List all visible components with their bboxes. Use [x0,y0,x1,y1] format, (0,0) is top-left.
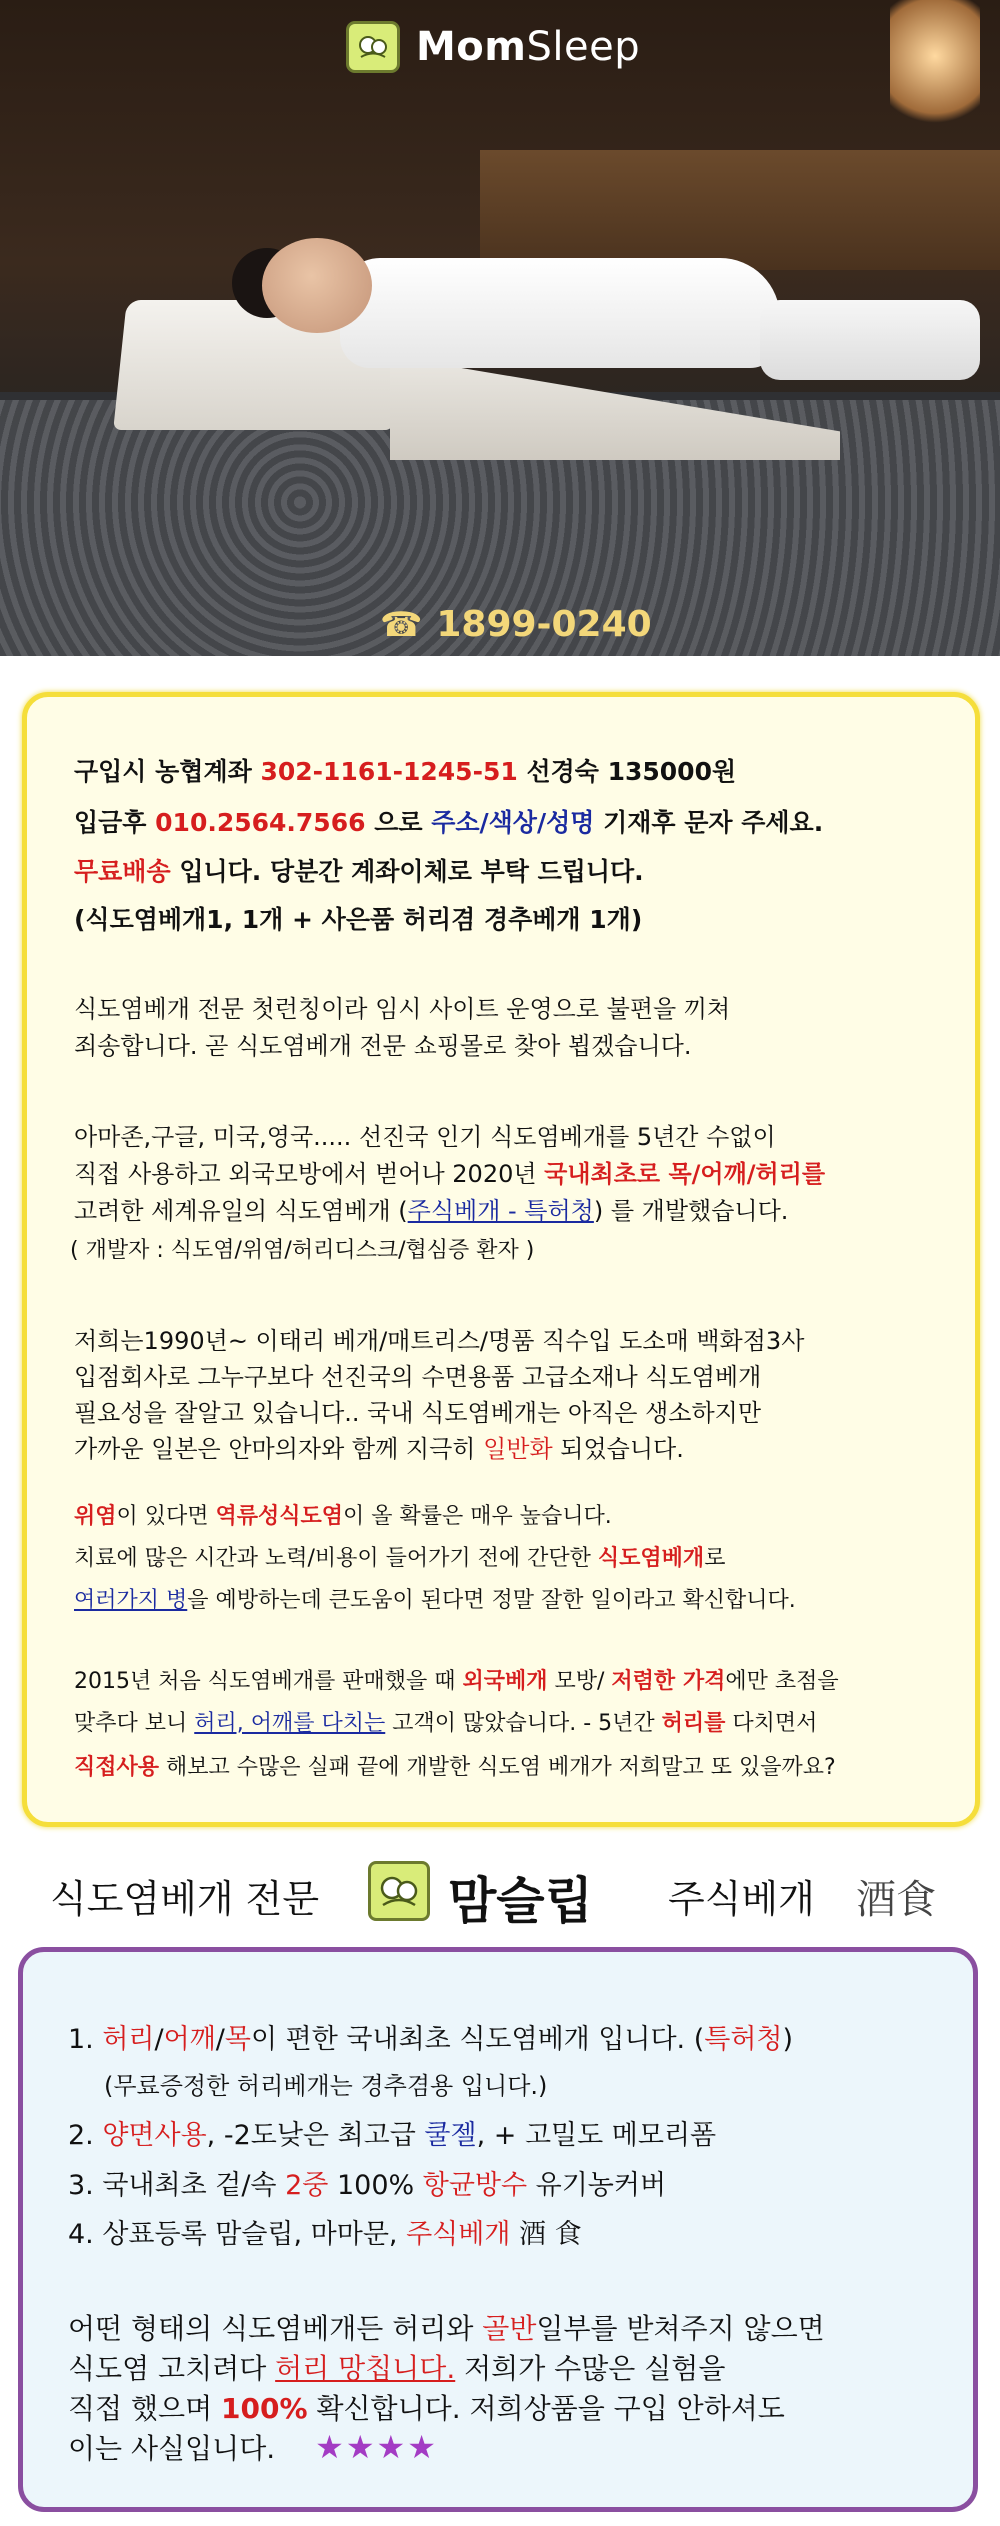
feature-text: 100% [328,2170,423,2201]
hero-phone[interactable] [380,604,652,645]
various-diseases-link[interactable]: 여러가지 병 [74,1588,188,1613]
history-text: 2015년 처음 식도염베개를 판매했을 때 [74,1669,463,1694]
company-line-2: 입점회사로 그누구보다 선진국의 수면용품 고급소재나 식도염베개 [74,1363,762,1391]
developer-note: ( 개발자 : 식도염/위염/허리디스크/협심증 환자 ) [70,1238,535,1263]
history-text: 해보고 수많은 실패 끝에 개발한 식도염 베개가 저희말고 또 있을까요? [159,1755,836,1780]
banner-logo-icon [368,1861,430,1921]
gerd-text: 로 [704,1546,726,1571]
feature-2 [68,2113,716,2152]
claim-text: 이는 사실입니다. [68,2432,276,2465]
direct-use: 직접사용 [74,1755,160,1780]
double-sided: 양면사용 [102,2120,207,2151]
company-line-1: 저희는1990년~ 이태리 베개/매트리스/명품 직수입 도소매 백화점3사 [74,1327,805,1355]
history-text: 맞추다 보니 [74,1711,195,1736]
banner-left-text: 식도염베개 전문 [50,1877,320,1921]
brand-name-rest: Sleep [526,24,641,70]
feature-3 [68,2163,666,2202]
patent-office: 특허청 [704,2024,783,2055]
notice-line-2 [74,803,823,839]
pelvis: 골반 [482,2312,537,2345]
notice-line-3 [74,852,644,888]
feature-text: 3. 국내최초 겉/속 [68,2170,286,2201]
notice-line-4: (식도염베개1, 1개 + 사은품 허리겸 경추베개 1개) [74,905,643,934]
feature-text: 이 편한 국내최초 식도염베개 입니다. ( [251,2024,705,2055]
person-legs [760,300,980,380]
feature-text: , + 고밀도 메모리폼 [476,2120,717,2151]
feature-text: / [154,2024,164,2055]
feature-text: 4. 상표등록 맘슬립, 마마문, [68,2219,407,2250]
required-info: 주소/색상/성명 [431,808,595,837]
brand-name-bold: Mom [416,24,527,70]
star-rating-icon: ★★★★ [315,2428,438,2466]
injury-link[interactable]: 허리, 어깨를 다치는 [194,1711,386,1736]
lamp [890,0,980,140]
history-text: 고객이 많았습니다. - 5년간 [385,1711,662,1736]
gerd-text: 이 올 확률은 매우 높습니다. [343,1504,612,1529]
story-text: 직접 사용하고 외국모방에서 벋어나 2020년 [74,1160,545,1188]
notice-text: 입니다. 당분간 계좌이체로 부탁 드립니다. [170,857,644,886]
generalized: 일반화 [483,1435,553,1463]
ruins-back: 허리 망칩니다. [275,2352,456,2385]
claim-line-3 [68,2387,785,2427]
brand-name [416,24,640,70]
person-body [340,258,780,368]
cool-gel: 쿨젤 [424,2120,477,2151]
headboard [480,150,1000,270]
feature-1-sub: (무료증정한 허리베개는 경추겸용 입니다.) [104,2072,548,2100]
feature-text: / [215,2024,225,2055]
gerd-text: 치료에 많은 시간과 노력/비용이 들어가기 전에 간단한 [74,1546,598,1571]
notice-text: 입금후 [74,808,156,837]
intro-line-1: 식도염베개 전문 첫런칭이라 임시 사이트 운영으로 불편을 끼쳐 [74,995,731,1023]
feature-text: 酒 食 [510,2219,582,2250]
claim-line-2 [68,2347,725,2387]
patent-link[interactable]: 주식베개 - 특허청 [407,1197,594,1225]
neck: 목 [224,2024,251,2055]
sleep-face-icon [346,21,400,73]
hundred-percent: 100% [221,2392,308,2425]
hero-photo [0,0,1000,656]
banner-hanja: 酒食 [856,1877,936,1923]
claim-text: 직접 했으며 [68,2392,222,2425]
story-text: 고려한 세계유일의 식도염베개 ( [74,1197,408,1225]
notice-text: 기재후 문자 주세요. [594,808,824,837]
waist: 허리 [102,2024,155,2055]
story-line-2 [74,1154,825,1189]
story-text: ) 를 개발했습니다. [593,1197,789,1225]
gerd-line-3 [74,1583,796,1614]
first-in-korea: 국내최초로 목/어깨/허리를 [544,1160,826,1188]
intro-line-2: 죄송합니다. 곧 식도염베개 전문 쇼핑몰로 찾아 뵙겠습니다. [74,1032,692,1060]
feature-4 [68,2212,582,2251]
back-injury: 허리를 [661,1711,726,1736]
feature-text: , -2도낮은 최고급 [206,2120,425,2151]
feature-text: 유기농커버 [527,2170,667,2201]
banner-brand: 맘슬립 [448,1872,593,1930]
feature-text: ) [782,2024,794,2055]
claim-line-4 [68,2427,438,2467]
history-text: 모방/ [547,1669,612,1694]
claim-text: 저희가 수많은 실험을 [455,2352,726,2385]
foreign-pillow: 외국베개 [462,1669,548,1694]
gerd-line-1 [74,1499,612,1530]
history-line-1 [74,1664,839,1695]
story-line-1: 아마존,구글, 미국,영국..... 선진국 인기 식도염베개를 5년간 수없이 [74,1123,776,1151]
gerd-line-2 [74,1541,725,1572]
claim-text: 식도염 고치려다 [68,2352,276,2385]
gerd-pillow: 식도염베개 [597,1546,705,1571]
antibacterial: 항균방수 [422,2170,528,2201]
claim-text: 일부를 받쳐주지 않으면 [536,2312,825,2345]
history-line-2 [74,1706,817,1737]
claim-line-1 [68,2307,825,2347]
banner-right-text: 주식베개 [668,1877,815,1921]
reflux-esophagitis: 역류성식도염 [215,1504,344,1529]
feature-text: 1. [68,2024,103,2055]
gerd-text: 이 있다면 [116,1504,216,1529]
history-text: 다치면서 [725,1711,818,1736]
sms-phone: 010.2564.7566 [155,808,366,837]
feature-text: 2. [68,2120,103,2151]
company-line-3: 필요성을 잘알고 있습니다.. 국내 식도염베개는 아직은 생소하지만 [74,1399,761,1427]
gastritis: 위염 [74,1504,117,1529]
notice-text: 선경숙 135000원 [517,757,737,786]
company-text: 가까운 일본은 안마의자와 함께 지극히 [74,1435,484,1463]
notice-text: 으로 [365,808,432,837]
cheap-price: 저렴한 가격 [611,1669,726,1694]
free-shipping: 무료배송 [74,857,171,886]
bank-account: 302-1161-1245-51 [260,757,518,786]
gerd-text: 을 예방하는데 큰도움이 된다면 정말 잘한 일이라고 확신합니다. [187,1588,796,1613]
notice-text: 구입시 농협계좌 [74,757,261,786]
person-head [262,238,372,333]
phone-icon: ☎ [380,604,423,645]
claim-text: 확신합니다. 저희상품을 구입 안하셔도 [307,2392,785,2425]
history-text: 에만 초점을 [725,1669,839,1694]
brand-logo[interactable] [346,22,640,72]
company-line-4 [74,1429,684,1464]
notice-line-1 [74,752,736,788]
feature-1 [68,2017,793,2056]
company-text: 되었습니다. [552,1435,684,1463]
double-layer: 2중 [285,2170,329,2201]
phone-number: 1899-0240 [436,604,652,645]
shoulder: 어깨 [163,2024,216,2055]
jusik-pillow: 주식베개 [406,2219,511,2250]
history-line-3 [74,1750,836,1781]
story-line-3 [74,1191,788,1226]
claim-text: 어떤 형태의 식도염베개든 허리와 [68,2312,483,2345]
